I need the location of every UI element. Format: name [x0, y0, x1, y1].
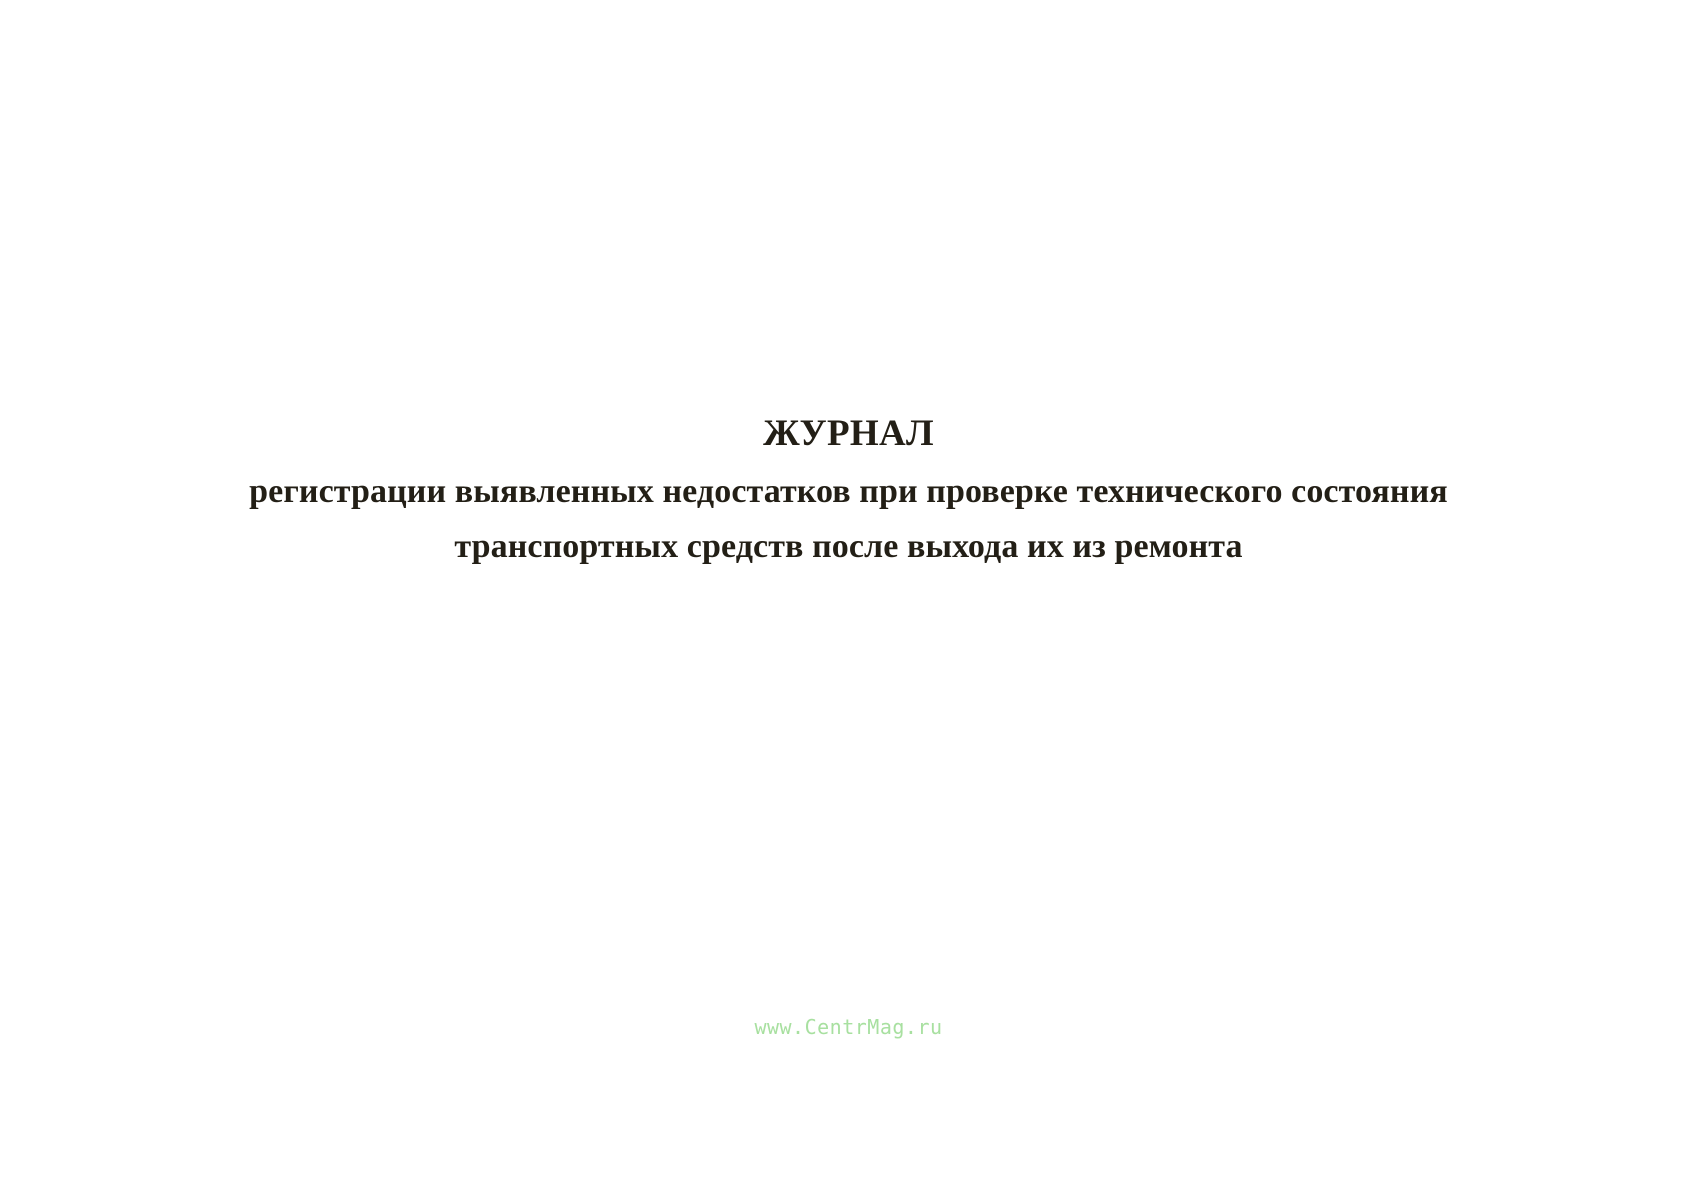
title-block — [0, 415, 1697, 574]
page-title: ЖУРНАЛ — [763, 413, 934, 454]
page-subtitle: регистрации выявленных недостатков при проверке технического состояния транспортных средств после выхода их из ремонта — [249, 473, 1448, 566]
watermark-text: www.CentrMag.ru — [754, 1015, 943, 1039]
